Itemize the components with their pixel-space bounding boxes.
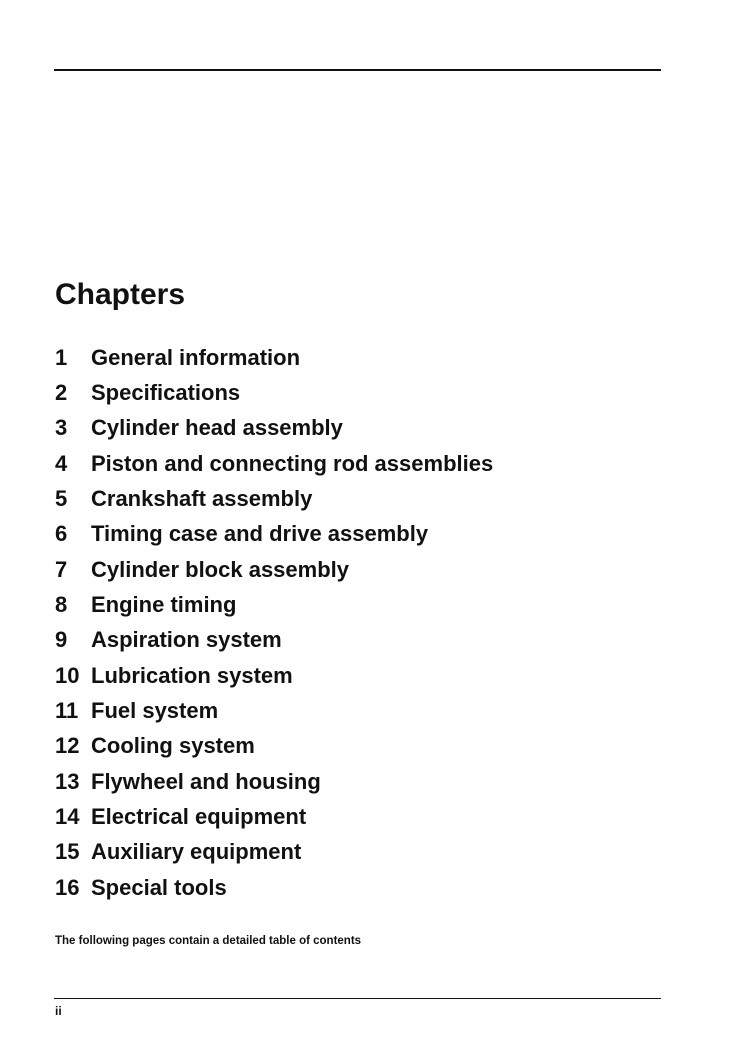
chapter-title: General information xyxy=(91,344,301,370)
chapter-item[interactable] xyxy=(55,870,493,905)
chapter-number: 7 xyxy=(55,556,68,582)
chapter-number: 12 xyxy=(55,733,80,759)
chapter-number: 1 xyxy=(55,344,68,370)
chapter-item[interactable] xyxy=(55,446,493,481)
chapter-item[interactable] xyxy=(55,340,493,375)
chapter-title: Crankshaft assembly xyxy=(91,485,313,511)
chapter-title: Electrical equipment xyxy=(91,803,307,829)
chapter-number: 16 xyxy=(55,874,80,900)
chapter-title: Fuel system xyxy=(91,697,219,723)
chapter-number: 15 xyxy=(55,839,80,865)
chapter-item[interactable] xyxy=(55,623,493,658)
chapter-title: Cylinder head assembly xyxy=(91,415,343,441)
chapter-title: Special tools xyxy=(91,874,227,900)
chapter-number: 3 xyxy=(55,415,68,441)
chapter-title: Auxiliary equipment xyxy=(91,839,302,865)
chapter-title: Lubrication system xyxy=(91,662,293,688)
chapter-number: 11 xyxy=(55,697,79,723)
chapter-number: 10 xyxy=(55,662,80,688)
chapter-list xyxy=(55,340,493,905)
chapter-number: 13 xyxy=(55,768,80,794)
chapter-item[interactable] xyxy=(55,799,493,834)
chapter-item[interactable] xyxy=(55,481,493,516)
chapter-item[interactable] xyxy=(55,552,493,587)
chapter-item[interactable] xyxy=(55,587,493,622)
chapter-number: 5 xyxy=(55,485,68,511)
chapter-number: 4 xyxy=(55,450,68,476)
chapter-item[interactable] xyxy=(55,693,493,728)
chapter-title: Specifications xyxy=(91,379,241,405)
chapter-title: Engine timing xyxy=(91,591,237,617)
chapter-title: Aspiration system xyxy=(91,627,282,653)
chapter-title: Cooling system xyxy=(91,733,255,759)
page-title: Chapters xyxy=(55,278,186,311)
page-number: ii xyxy=(55,1004,62,1018)
chapter-item[interactable] xyxy=(55,729,493,764)
bottom-rule xyxy=(54,998,661,999)
chapter-item[interactable] xyxy=(55,411,493,446)
footnote: The following pages contain a detailed table of contents xyxy=(55,935,362,947)
chapter-title: Timing case and drive assembly xyxy=(91,521,429,547)
chapter-item[interactable] xyxy=(55,517,493,552)
chapter-item[interactable] xyxy=(55,764,493,799)
chapter-title: Flywheel and housing xyxy=(91,768,321,794)
chapter-number: 2 xyxy=(55,379,68,405)
chapter-title: Piston and connecting rod assemblies xyxy=(91,450,494,476)
chapter-number: 8 xyxy=(55,591,68,617)
chapter-item[interactable] xyxy=(55,375,493,410)
chapter-number: 6 xyxy=(55,521,68,547)
chapter-number: 9 xyxy=(55,627,68,653)
chapter-number: 14 xyxy=(55,803,80,829)
top-rule xyxy=(54,69,661,71)
chapter-title: Cylinder block assembly xyxy=(91,556,349,582)
chapter-item[interactable] xyxy=(55,835,493,870)
chapter-item[interactable] xyxy=(55,658,493,693)
